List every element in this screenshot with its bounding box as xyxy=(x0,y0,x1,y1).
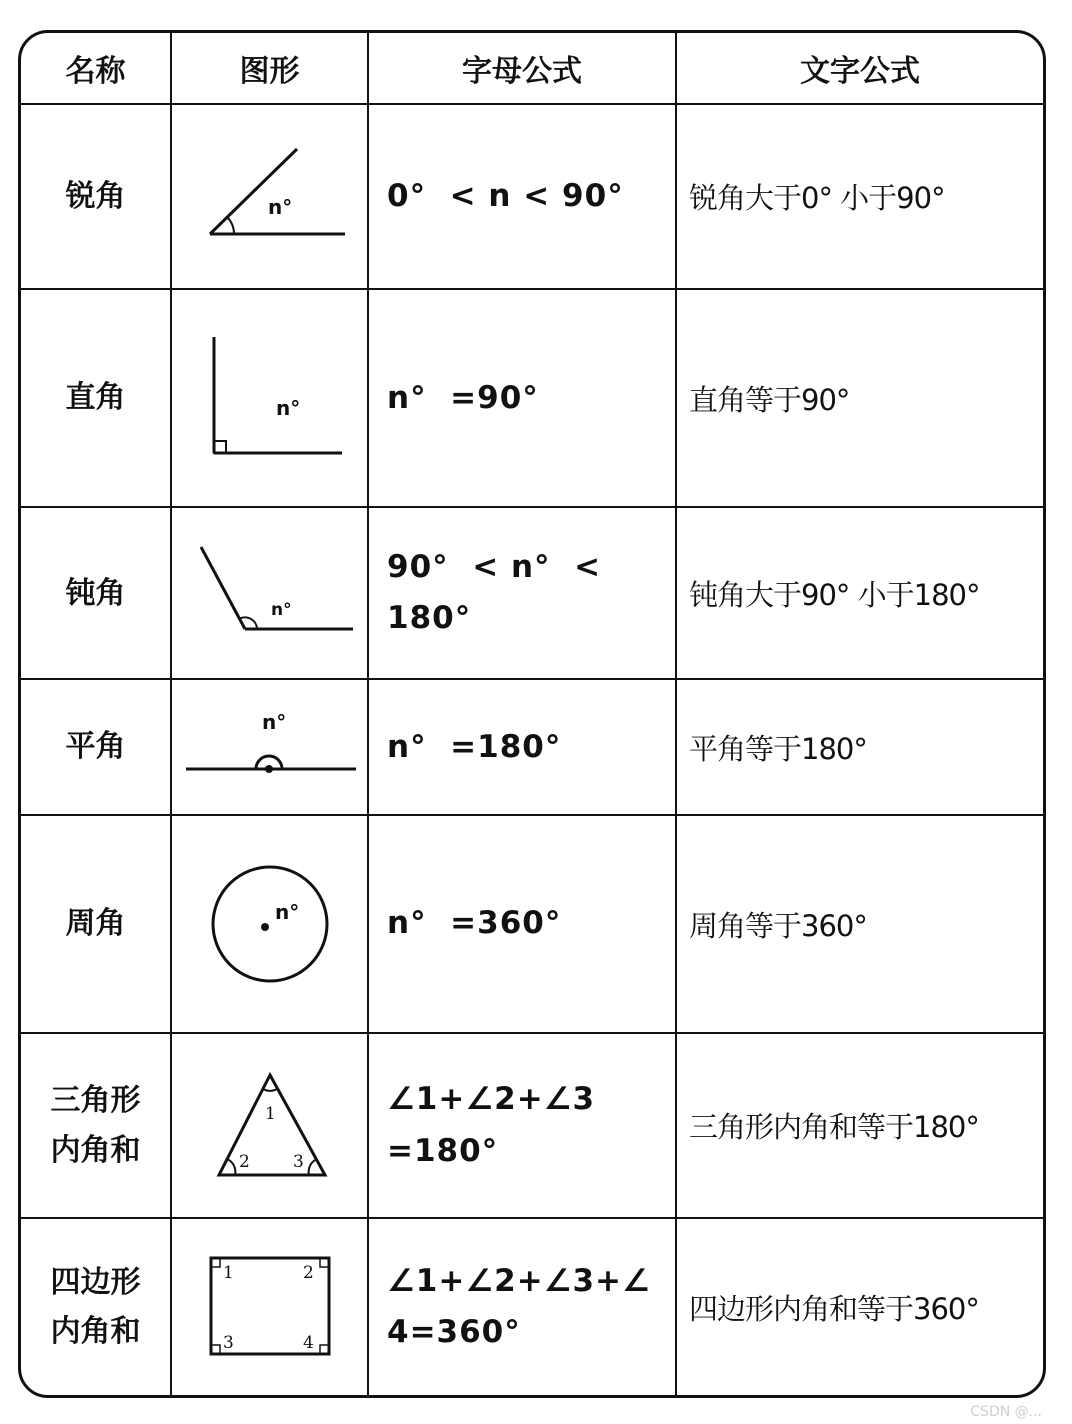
quadrilateral-figure xyxy=(171,1218,368,1395)
text-formula: 钝角大于90° 小于180° xyxy=(676,507,1043,679)
text-formula: 四边形内角和等于360° xyxy=(676,1218,1043,1395)
angle-2-label: 2 xyxy=(302,1263,314,1284)
header-figure: 图形 xyxy=(171,33,368,104)
angle-3-label: 3 xyxy=(292,1151,304,1172)
angle-label: n° xyxy=(275,396,300,421)
letter-formula: n° =90° xyxy=(368,289,676,507)
table-row xyxy=(21,507,1043,679)
header-letter-formula: 字母公式 xyxy=(368,33,676,104)
straight-angle-figure xyxy=(171,679,368,814)
table-row xyxy=(21,1218,1043,1395)
table-row xyxy=(21,289,1043,507)
angle-2-label: 2 xyxy=(238,1151,250,1172)
text-formula: 平角等于180° xyxy=(676,679,1043,814)
text-formula: 三角形内角和等于180° xyxy=(676,1033,1043,1218)
angle-1-label: 1 xyxy=(264,1103,276,1124)
acute-angle-figure xyxy=(171,104,368,289)
right-angle-figure xyxy=(171,289,368,507)
text-formula: 锐角大于0° 小于90° xyxy=(676,104,1043,289)
angle-label: n° xyxy=(270,600,292,621)
table-row xyxy=(21,815,1043,1033)
triangle-figure xyxy=(171,1033,368,1218)
row-name: 四边形 内角和 xyxy=(21,1218,171,1395)
letter-formula: 90° < n° < 180° xyxy=(368,507,676,679)
text-formula: 直角等于90° xyxy=(676,289,1043,507)
full-angle-figure xyxy=(171,815,368,1033)
letter-formula: ∠1+∠2+∠3 =180° xyxy=(368,1033,676,1218)
table-row xyxy=(21,1033,1043,1218)
angle-table-frame xyxy=(18,30,1046,1398)
header-name: 名称 xyxy=(21,33,171,104)
text-formula: 周角等于360° xyxy=(676,815,1043,1033)
row-name: 周角 xyxy=(21,815,171,1033)
row-name: 锐角 xyxy=(21,104,171,289)
angle-label: n° xyxy=(274,900,299,925)
angle-label: n° xyxy=(267,194,292,219)
header-row xyxy=(21,33,1043,104)
header-text-formula: 文字公式 xyxy=(676,33,1043,104)
letter-formula: 0° < n < 90° xyxy=(368,104,676,289)
angle-3-label: 3 xyxy=(222,1333,234,1354)
angle-label: n° xyxy=(261,710,286,735)
obtuse-angle-figure xyxy=(171,507,368,679)
row-name: 平角 xyxy=(21,679,171,814)
letter-formula: n° =180° xyxy=(368,679,676,814)
row-name: 直角 xyxy=(21,289,171,507)
angle-4-label: 4 xyxy=(302,1333,314,1354)
table-row xyxy=(21,104,1043,289)
watermark: CSDN @... xyxy=(970,1404,1042,1420)
row-name: 三角形 内角和 xyxy=(21,1033,171,1218)
table-row xyxy=(21,679,1043,814)
angle-1-label: 1 xyxy=(222,1263,234,1284)
angle-table xyxy=(21,33,1043,1395)
letter-formula: n° =360° xyxy=(368,815,676,1033)
letter-formula: ∠1+∠2+∠3+∠ 4=360° xyxy=(368,1218,676,1395)
row-name: 钝角 xyxy=(21,507,171,679)
